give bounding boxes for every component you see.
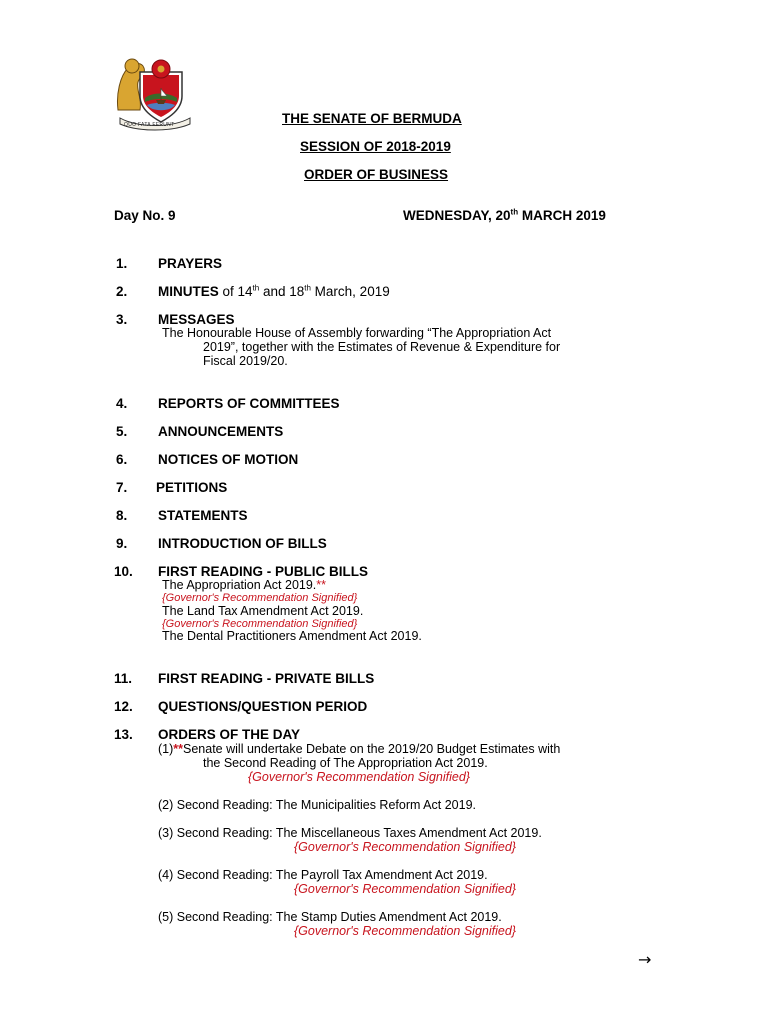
- item-announcements: ANNOUNCEMENTS: [158, 424, 284, 439]
- item-first-reading-public-bills: FIRST READING - PUBLIC BILLS: [158, 564, 368, 579]
- bill-dental-practitioners-amendment-act: The Dental Practitioners Amendment Act 2019.: [162, 629, 422, 643]
- item-messages: MESSAGES: [158, 312, 235, 327]
- item-introduction-of-bills: INTRODUCTION OF BILLS: [158, 536, 327, 551]
- message-line-3: Fiscal 2019/20.: [203, 354, 288, 368]
- item-reports-of-committees: REPORTS OF COMMITTEES: [158, 396, 340, 411]
- item-number: 5.: [116, 424, 128, 439]
- item-petitions: PETITIONS: [156, 480, 228, 495]
- item-number: 1.: [116, 256, 128, 271]
- item-number: 3.: [116, 312, 128, 327]
- item-questions-question-period: QUESTIONS/QUESTION PERIOD: [158, 699, 368, 714]
- bill-land-tax-amendment-act: The Land Tax Amendment Act 2019.: [162, 604, 364, 618]
- item-number: 6.: [116, 452, 128, 467]
- order-1-line-2: the Second Reading of The Appropriation Act 2019.: [203, 756, 488, 770]
- bermuda-coat-of-arms: [112, 50, 198, 132]
- item-number: 12.: [114, 699, 133, 714]
- item-number: 7.: [116, 480, 128, 495]
- message-line-2: 2019”, together with the Estimates of Revenue & Expenditure for: [203, 340, 561, 354]
- order-of-business-title: ORDER OF BUSINESS: [304, 167, 449, 182]
- order-4: (4) Second Reading: The Payroll Tax Amendment Act 2019.: [158, 868, 488, 882]
- item-number: 4.: [116, 396, 128, 411]
- governors-recommendation-note: {Governor's Recommendation Signified}: [248, 770, 470, 784]
- item-number: 13.: [114, 727, 133, 742]
- crest-motto: QUO FATA FERUNT: [124, 122, 175, 128]
- next-page-arrow-icon[interactable]: →: [638, 950, 652, 969]
- bill-appropriation-act: The Appropriation Act 2019.**: [162, 578, 327, 592]
- order-1: (1)**Senate will undertake Debate on the 2019/20 Budget Estimates with: [158, 742, 561, 756]
- order-3: (3) Second Reading: The Miscellaneous Taxes Amendment Act 2019.: [158, 826, 542, 840]
- order-5: (5) Second Reading: The Stamp Duties Amendment Act 2019.: [158, 910, 502, 924]
- item-first-reading-private-bills: FIRST READING - PRIVATE BILLS: [158, 671, 375, 686]
- item-notices-of-motion: NOTICES OF MOTION: [158, 452, 299, 467]
- item-number: 9.: [116, 536, 128, 551]
- item-number: 10.: [114, 564, 133, 579]
- governors-recommendation-note: {Governor's Recommendation Signified}: [294, 924, 516, 938]
- item-number: 2.: [116, 284, 128, 299]
- document-title: THE SENATE OF BERMUDA: [282, 111, 462, 126]
- item-number: 8.: [116, 508, 128, 523]
- day-number: Day No. 9: [114, 208, 176, 223]
- item-minutes: MINUTES of 14th and 18th March, 2019: [158, 283, 390, 299]
- item-statements: STATEMENTS: [158, 508, 248, 523]
- session-date: WEDNESDAY, 20th MARCH 2019: [403, 207, 606, 223]
- item-prayers: PRAYERS: [158, 256, 223, 271]
- message-line-1: The Honourable House of Assembly forwarding “The Appropriation Act: [162, 326, 552, 340]
- item-number: 11.: [114, 671, 133, 686]
- order-2: (2) Second Reading: The Municipalities Reform Act 2019.: [158, 798, 476, 812]
- governors-recommendation-note: {Governor's Recommendation Signified}: [294, 840, 516, 854]
- governors-recommendation-note: {Governor's Recommendation Signified}: [162, 592, 358, 604]
- session-title: SESSION OF 2018-2019: [300, 139, 451, 154]
- governors-recommendation-note: {Governor's Recommendation Signified}: [294, 882, 516, 896]
- governors-recommendation-note: {Governor's Recommendation Signified}: [162, 618, 358, 630]
- item-orders-of-the-day: ORDERS OF THE DAY: [158, 727, 301, 742]
